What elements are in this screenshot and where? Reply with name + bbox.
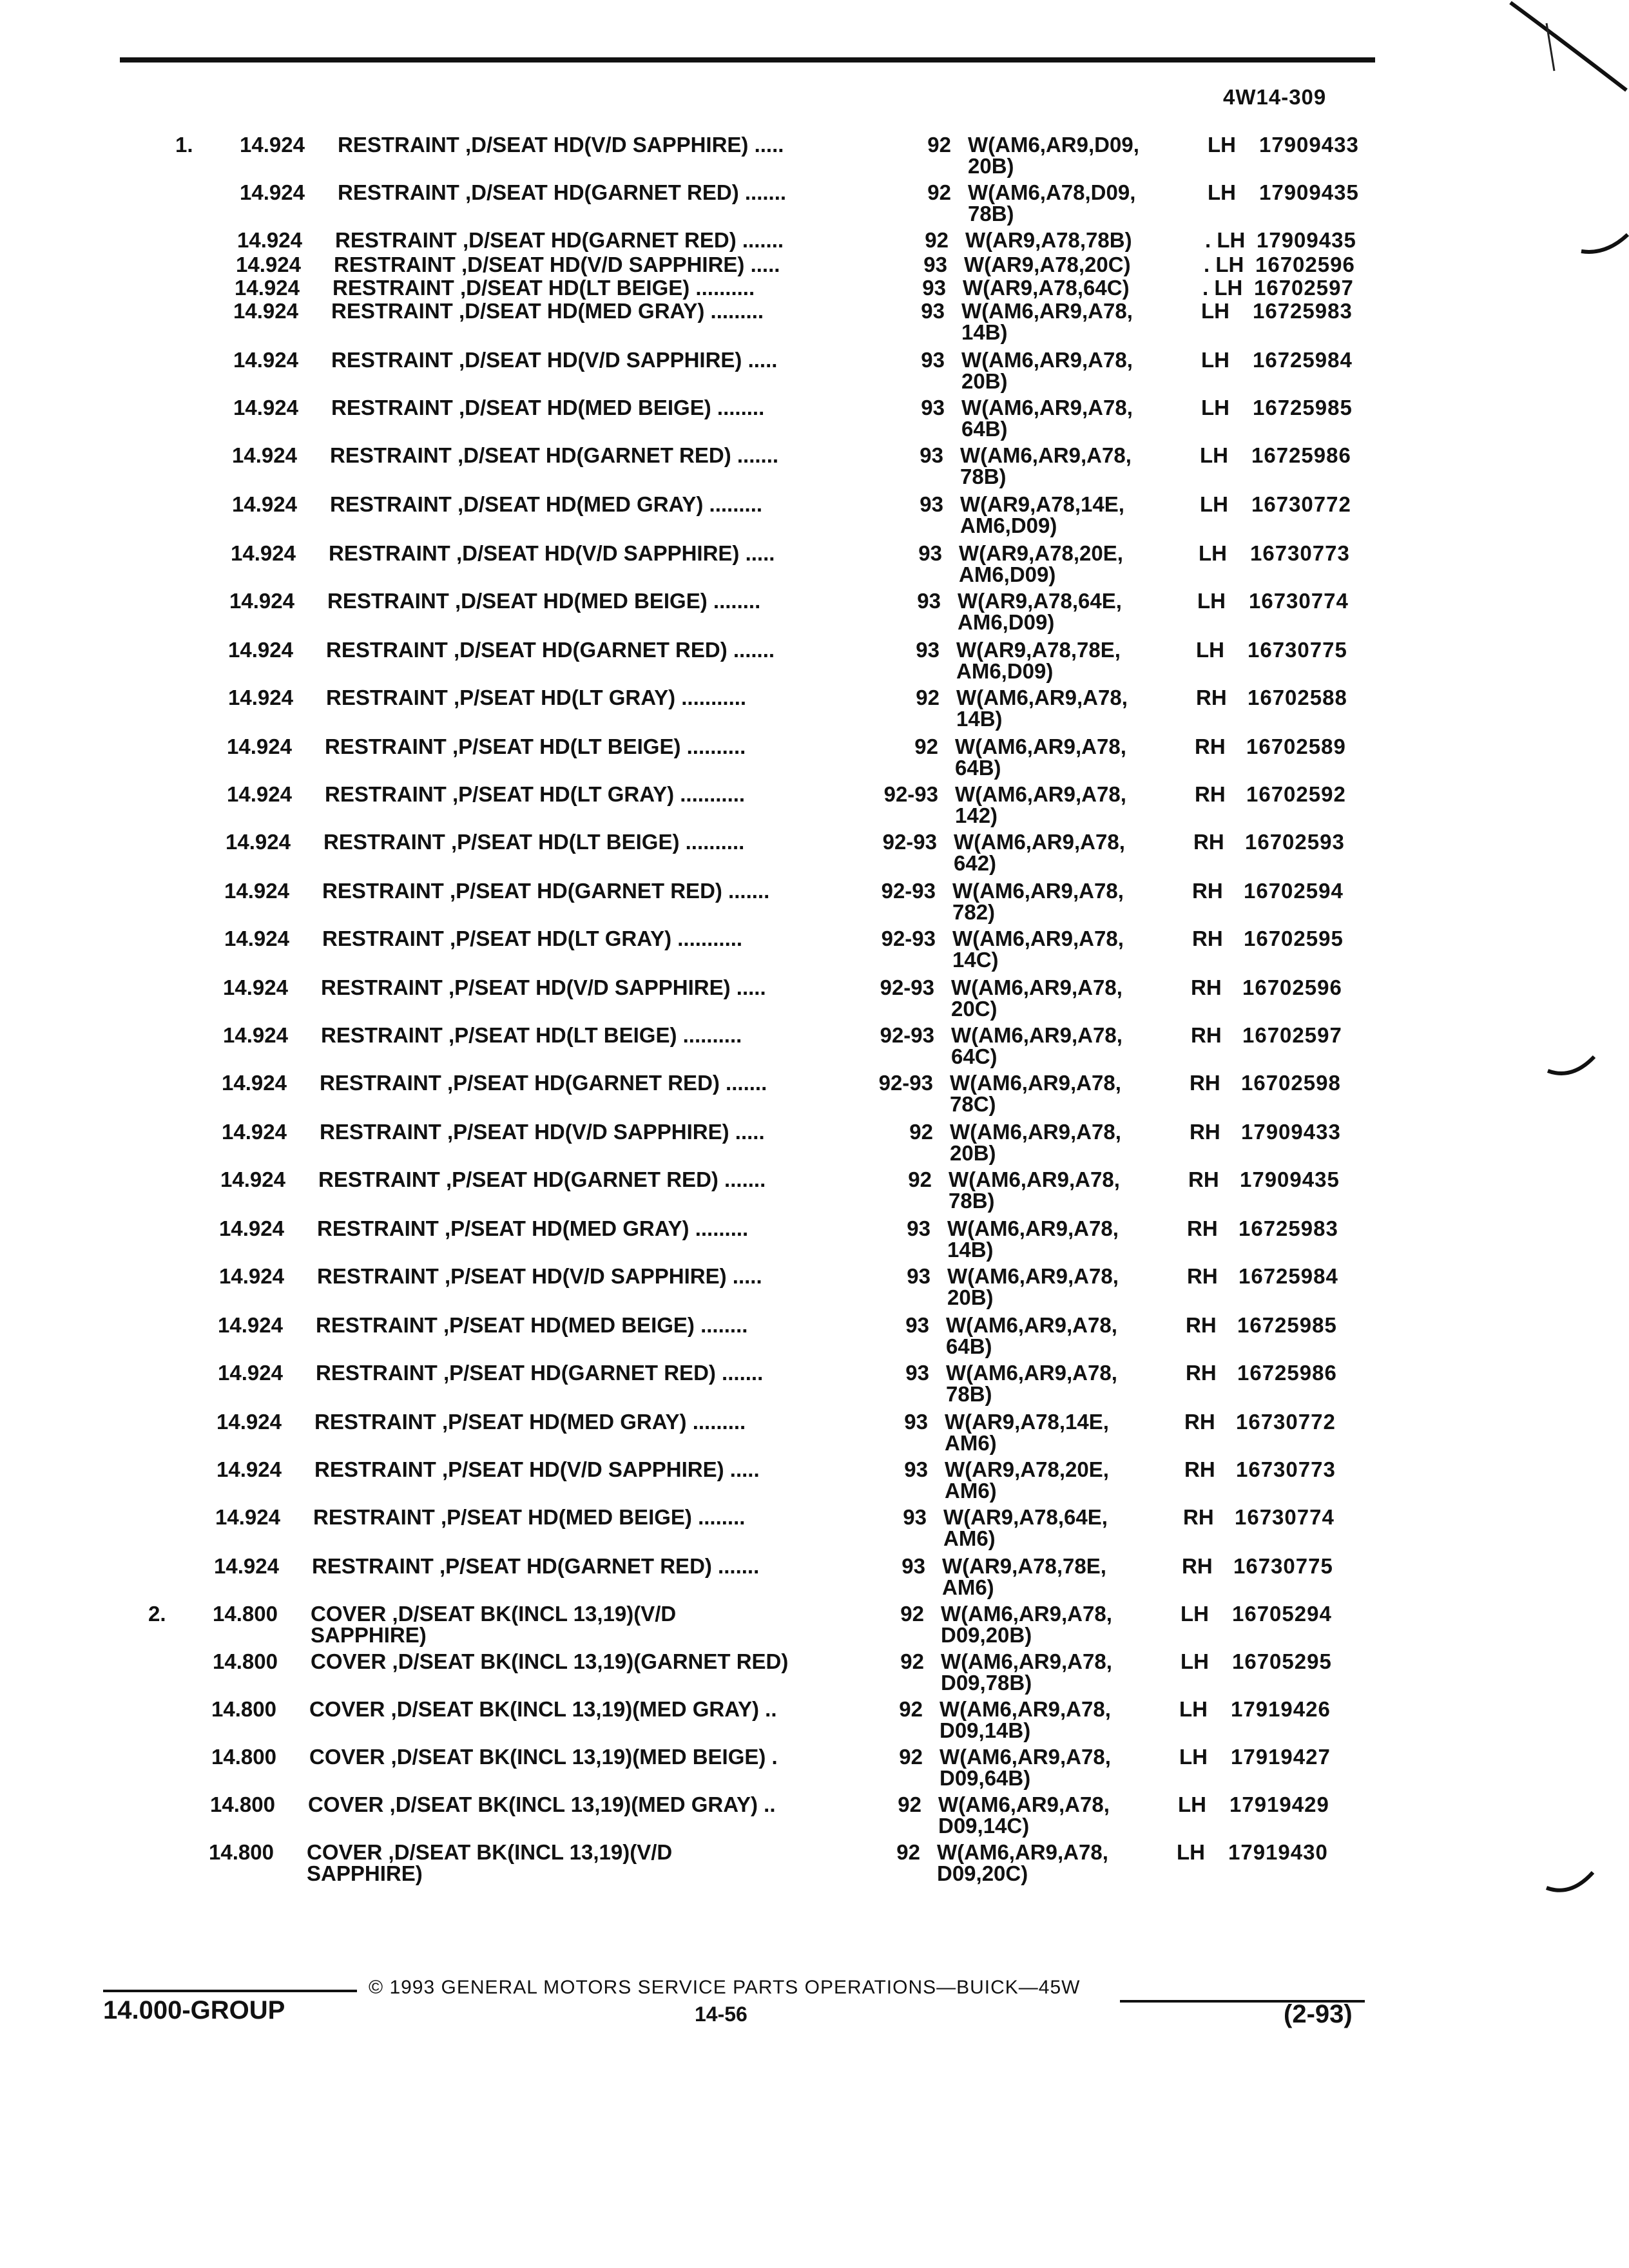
group-number: 14.800 [213,1602,278,1626]
part-description: RESTRAINT ,D/SEAT HD(MED GRAY) ......... [330,492,763,516]
model-year: 92-93 [880,1023,934,1047]
part-row [0,1362,1607,1410]
part-number: 17909433 [1259,133,1359,157]
part-description: RESTRAINT ,D/SEAT HD(MED BEIGE) ........ [327,589,761,613]
side-code: RH [1195,735,1226,758]
model-year: 93 [921,348,945,372]
part-number: 16730772 [1236,1410,1336,1434]
part-description: RESTRAINT ,P/SEAT HD(MED GRAY) ......... [317,1216,749,1240]
part-row [0,445,1621,492]
part-row [0,1841,1598,1889]
group-number: 14.924 [228,638,293,662]
model-year: 93 [921,396,945,419]
model-year: 92 [899,1697,923,1721]
model-codes: W(AR9,A78,20E, AM6,D09) [959,541,1123,586]
model-year: 92-93 [881,879,936,903]
part-row [0,687,1617,735]
part-description: RESTRAINT ,D/SEAT HD(GARNET RED) ....... [335,228,784,252]
scan-mark-right-1 [1580,229,1629,262]
part-row [0,543,1620,590]
group-number: 14.800 [210,1792,275,1816]
part-description: RESTRAINT ,P/SEAT HD(GARNET RED) ....... [322,879,770,903]
side-code: RH [1190,1120,1220,1144]
part-row [0,134,1629,182]
part-number: 16702596 [1242,975,1342,999]
part-description: COVER ,D/SEAT BK(INCL 13,19)(MED GRAY) .. [309,1697,777,1721]
side-code: RH [1187,1264,1218,1288]
model-codes: W(AM6,AR9,A78, 20B) [950,1120,1121,1165]
part-number: 16725984 [1253,348,1353,372]
part-description: RESTRAINT ,P/SEAT HD(V/D SAPPHIRE) ..... [321,975,766,999]
part-number: 16702597 [1254,276,1354,300]
model-year: 93 [921,299,945,323]
model-codes: W(AM6,AR9,A78, D09,14B) [940,1697,1111,1742]
side-code: RH [1196,686,1227,709]
model-year: 92 [898,1792,921,1816]
part-description: RESTRAINT ,D/SEAT HD(MED GRAY) ......... [331,299,764,323]
model-codes: W(AR9,A78,14E, AM6) [945,1410,1109,1455]
part-row [0,783,1616,831]
group-number: 14.924 [232,492,297,516]
part-number: 17909435 [1240,1168,1340,1191]
model-year: 93 [904,1457,928,1481]
model-year: 92-93 [881,927,936,950]
group-number: 14.924 [227,735,292,758]
part-number: 16702596 [1255,253,1355,276]
model-year: 92 [896,1840,920,1864]
model-year: 92 [914,735,938,758]
model-codes: W(AM6,AR9,A78, 642) [954,830,1125,875]
part-description: RESTRAINT ,P/SEAT HD(GARNET RED) ....... [312,1554,760,1578]
group-number: 14.800 [209,1840,274,1864]
model-year: 92-93 [880,975,934,999]
model-codes: W(AM6,AR9,A78, 142) [955,782,1126,827]
group-number: 14.924 [219,1264,284,1288]
part-row [0,1794,1599,1841]
model-codes: W(AM6,AR9,A78, 20C) [951,975,1123,1021]
side-code: . LH [1204,253,1244,276]
part-number: 16702594 [1244,879,1344,903]
model-year: 92 [900,1649,924,1673]
scan-mark-right-3 [1545,1869,1594,1901]
part-number: 16725983 [1253,299,1353,323]
side-code: RH [1192,927,1223,950]
group-number: 14.924 [232,443,297,467]
page-code: 4W14-309 [1223,85,1327,109]
part-number: 16702593 [1245,830,1345,854]
model-year: 93 [905,1313,929,1337]
part-number: 16705295 [1232,1649,1332,1673]
group-number: 14.924 [229,589,294,613]
side-code: LH [1208,133,1236,157]
side-code: LH [1178,1792,1206,1816]
group-number: 14.924 [219,1216,284,1240]
part-number: 17919427 [1231,1745,1331,1769]
model-codes: W(AR9,A78,78E, AM6) [942,1554,1106,1599]
part-description: RESTRAINT ,P/SEAT HD(GARNET RED) ....... [320,1071,767,1095]
model-codes: W(AM6,AR9,A78, D09,20C) [937,1840,1108,1885]
part-description: RESTRAINT ,D/SEAT HD(LT BEIGE) .......... [333,276,755,300]
side-code: RH [1182,1554,1213,1578]
model-year: 92-93 [882,830,937,854]
part-row [0,1411,1606,1459]
part-number: 16725986 [1251,443,1351,467]
model-codes: W(AM6,AR9,D09, 20B) [968,133,1139,178]
model-year: 93 [918,541,942,565]
model-codes: W(AR9,A78,78E, AM6,D09) [956,638,1121,683]
part-row [0,349,1623,397]
model-codes: W(AM6,AR9,A78, 64B) [955,735,1126,780]
group-number: 14.924 [236,253,301,276]
group-number: 14.924 [231,541,296,565]
group-number: 14.800 [213,1649,278,1673]
model-codes: W(AM6,AR9,A78, 64C) [951,1023,1123,1068]
model-year: 93 [923,253,947,276]
part-row [0,1265,1608,1313]
part-number: 16730772 [1251,492,1351,516]
part-description: RESTRAINT ,D/SEAT HD(V/D SAPPHIRE) ..... [331,348,778,372]
group-number: 14.924 [223,975,288,999]
part-description: COVER ,D/SEAT BK(INCL 13,19)(V/D SAPPHIRE) [311,1602,677,1647]
group-number: 14.924 [217,1457,282,1481]
part-number: 16725986 [1237,1361,1337,1385]
part-number: 17919430 [1228,1840,1328,1864]
footer-page-number: 14-56 [695,2003,747,2026]
side-code: RH [1186,1313,1217,1337]
group-number: 14.800 [211,1697,276,1721]
part-row [0,182,1629,229]
part-row [0,1459,1606,1506]
part-number: 16705294 [1232,1602,1332,1626]
side-code: RH [1188,1168,1219,1191]
group-number: 14.924 [233,348,298,372]
part-row [0,639,1617,687]
model-codes: W(AR9,A78,20E, AM6) [945,1457,1109,1503]
model-codes: W(AR9,A78,64E, AM6) [943,1505,1108,1550]
part-description: RESTRAINT ,P/SEAT HD(LT GRAY) ........... [322,927,743,950]
part-row [0,300,1623,348]
model-codes: W(AM6,AR9,A78, 64B) [946,1313,1117,1358]
part-row [0,1506,1605,1554]
part-row [0,880,1614,928]
model-year: 92 [900,1602,924,1626]
part-row [0,1169,1610,1216]
model-year: 92 [927,180,951,204]
side-code: RH [1192,879,1223,903]
group-number: 14.924 [235,276,300,300]
model-codes: W(AM6,AR9,A78, 78B) [949,1168,1120,1213]
model-year: 93 [920,443,943,467]
part-number: 17919426 [1231,1697,1331,1721]
part-row [0,736,1616,783]
model-codes: W(AM6,AR9,A78, 64B) [961,396,1133,441]
model-codes: W(AM6,AR9,A78, 782) [952,879,1124,924]
model-codes: W(AM6,AR9,A78, D09,14C) [938,1792,1110,1838]
model-codes: W(AR9,A78,64E, AM6,D09) [958,589,1122,634]
model-codes: W(AM6,AR9,A78, 14C) [952,927,1124,972]
part-row [0,1698,1601,1746]
part-description: RESTRAINT ,D/SEAT HD(MED BEIGE) ........ [331,396,765,419]
side-code: RH [1186,1361,1217,1385]
part-row [0,590,1619,638]
part-number: 16730775 [1233,1554,1333,1578]
group-number: 14.924 [224,927,289,950]
group-number: 14.924 [233,299,298,323]
side-code: . LH [1202,276,1243,300]
model-codes: W(AR9,A78,14E, AM6,D09) [960,492,1124,537]
side-code: LH [1181,1649,1209,1673]
side-code: LH [1201,348,1229,372]
model-codes: W(AM6,AR9,A78, 78C) [950,1071,1121,1116]
model-codes: W(AM6,AR9,A78, D09,64B) [940,1745,1111,1790]
group-number: 14.924 [220,1168,285,1191]
part-description: COVER ,D/SEAT BK(INCL 13,19)(GARNET RED) [311,1649,789,1673]
model-codes: W(AM6,AR9,A78, 78B) [946,1361,1117,1406]
model-codes: W(AM6,A78,D09, 78B) [968,180,1136,226]
part-number: 17909435 [1257,228,1356,252]
part-number: 16702595 [1244,927,1344,950]
part-description: RESTRAINT ,P/SEAT HD(MED BEIGE) ........ [313,1505,746,1529]
part-description: RESTRAINT ,P/SEAT HD(LT BEIGE) .......... [325,735,746,758]
side-code: LH [1200,443,1228,467]
part-row [0,977,1612,1024]
footer-group-label: 14.000-GROUP [103,1996,285,2024]
part-description: RESTRAINT ,P/SEAT HD(MED GRAY) ......... [314,1410,746,1434]
model-year: 93 [916,638,940,662]
item-number: 1. [175,133,193,157]
part-description: RESTRAINT ,D/SEAT HD(V/D SAPPHIRE) ..... [329,541,775,565]
part-row [0,1651,1602,1698]
side-code: RH [1191,1023,1222,1047]
part-description: RESTRAINT ,P/SEAT HD(LT GRAY) ........... [326,686,747,709]
part-description: RESTRAINT ,P/SEAT HD(GARNET RED) ....... [318,1168,766,1191]
model-codes: W(AM6,AR9,A78, 14B) [956,686,1128,731]
scan-mark-right-2 [1547,1052,1595,1084]
side-code: RH [1191,975,1222,999]
part-row [0,1121,1611,1169]
part-description: RESTRAINT ,P/SEAT HD(V/D SAPPHIRE) ..... [317,1264,762,1288]
group-number: 14.924 [237,228,302,252]
part-number: 16725984 [1239,1264,1338,1288]
side-code: LH [1197,589,1226,613]
part-number: 16702589 [1246,735,1346,758]
group-number: 14.924 [228,686,293,709]
model-year: 92 [909,1120,933,1144]
side-code: LH [1200,492,1228,516]
part-number: 16725985 [1237,1313,1337,1337]
part-row [0,1555,1603,1603]
model-year: 92 [908,1168,932,1191]
group-number: 14.924 [240,133,305,157]
scan-mark-top-right [1508,0,1629,103]
side-code: RH [1184,1410,1215,1434]
part-number: 16725983 [1239,1216,1338,1240]
item-number: 2. [148,1602,166,1626]
model-codes: W(AR9,A78,20C) [964,253,1131,276]
side-code: LH [1201,396,1229,419]
part-description: COVER ,D/SEAT BK(INCL 13,19)(V/D SAPPHIRE) [307,1840,673,1885]
part-row [0,1218,1608,1265]
side-code: LH [1208,180,1236,204]
part-description: RESTRAINT ,D/SEAT HD(GARNET RED) ....... [338,180,787,204]
model-year: 92 [927,133,951,157]
part-number: 17909435 [1259,180,1359,204]
part-description: RESTRAINT ,D/SEAT HD(V/D SAPPHIRE) ..... [338,133,784,157]
side-code: RH [1193,830,1224,854]
side-code: RH [1187,1216,1218,1240]
part-row [0,397,1623,445]
part-row [0,928,1614,975]
model-year: 92 [916,686,940,709]
model-year: 93 [917,589,941,613]
part-description: COVER ,D/SEAT BK(INCL 13,19)(MED GRAY) .. [308,1792,776,1816]
part-row [0,1024,1612,1072]
side-code: LH [1199,541,1227,565]
side-code: LH [1177,1840,1205,1864]
part-row [0,1603,1602,1651]
part-description: RESTRAINT ,D/SEAT HD(V/D SAPPHIRE) ..... [334,253,780,276]
group-number: 14.924 [222,1120,287,1144]
side-code: LH [1179,1745,1208,1769]
part-description: RESTRAINT ,P/SEAT HD(LT BEIGE) .......... [323,830,745,854]
top-rule [120,57,1375,62]
footer-date-code: (2-93) [1284,2000,1353,2028]
side-code: LH [1181,1602,1209,1626]
model-codes: W(AM6,AR9,A78, 78B) [960,443,1132,488]
part-description: RESTRAINT ,D/SEAT HD(GARNET RED) ....... [326,638,775,662]
part-number: 16702597 [1242,1023,1342,1047]
model-codes: W(AM6,AR9,A78, 20B) [961,348,1133,393]
part-description: RESTRAINT ,P/SEAT HD(GARNET RED) ....... [316,1361,764,1385]
part-row [0,1746,1601,1794]
model-year: 93 [920,492,943,516]
group-number: 14.924 [224,879,289,903]
model-year: 92-93 [883,782,938,806]
group-number: 14.924 [215,1505,280,1529]
part-number: 16730774 [1249,589,1349,613]
group-number: 14.924 [214,1554,279,1578]
part-number: 17919429 [1229,1792,1329,1816]
model-year: 93 [903,1505,927,1529]
side-code: . LH [1205,228,1246,252]
model-year: 93 [905,1361,929,1385]
group-number: 14.924 [217,1410,282,1434]
group-number: 14.924 [223,1023,288,1047]
part-description: RESTRAINT ,P/SEAT HD(V/D SAPPHIRE) ..... [314,1457,760,1481]
part-description: RESTRAINT ,P/SEAT HD(MED BEIGE) ........ [316,1313,748,1337]
part-number: 16725985 [1253,396,1353,419]
part-number: 16702592 [1246,782,1346,806]
part-description: RESTRAINT ,P/SEAT HD(LT BEIGE) .......... [321,1023,742,1047]
group-number: 14.924 [240,180,305,204]
side-code: RH [1183,1505,1214,1529]
part-row [0,1072,1611,1120]
part-row [0,1314,1607,1362]
model-codes: W(AM6,AR9,A78, 20B) [947,1264,1119,1309]
model-codes: W(AM6,AR9,A78, D09,20B) [941,1602,1112,1647]
side-code: RH [1184,1457,1215,1481]
part-number: 16730773 [1250,541,1350,565]
model-year: 93 [907,1264,930,1288]
footer-rule-left [103,1990,357,1992]
group-number: 14.924 [226,830,291,854]
model-year: 92-93 [878,1071,933,1095]
group-number: 14.800 [211,1745,276,1769]
part-description: RESTRAINT ,D/SEAT HD(GARNET RED) ....... [330,443,779,467]
group-number: 14.924 [218,1313,283,1337]
part-description: RESTRAINT ,P/SEAT HD(V/D SAPPHIRE) ..... [320,1120,765,1144]
model-codes: W(AR9,A78,64C) [963,276,1130,300]
model-codes: W(AM6,AR9,A78, 14B) [947,1216,1119,1262]
model-year: 93 [904,1410,928,1434]
model-year: 92 [925,228,949,252]
group-number: 14.924 [227,782,292,806]
part-description: RESTRAINT ,P/SEAT HD(LT GRAY) ........... [325,782,746,806]
part-description: COVER ,D/SEAT BK(INCL 13,19)(MED BEIGE) . [309,1745,778,1769]
footer-copyright: © 1993 GENERAL MOTORS SERVICE PARTS OPERATIONS—BUICK—45W [369,1977,1081,1998]
model-year: 93 [901,1554,925,1578]
side-code: LH [1179,1697,1208,1721]
part-number: 16702598 [1241,1071,1341,1095]
part-number: 16730773 [1236,1457,1336,1481]
part-number: 16730775 [1248,638,1347,662]
group-number: 14.924 [233,396,298,419]
part-row [0,494,1621,541]
part-number: 17909433 [1241,1120,1341,1144]
group-number: 14.924 [218,1361,283,1385]
model-codes: W(AM6,AR9,A78, 14B) [961,299,1133,344]
side-code: LH [1196,638,1224,662]
model-year: 93 [907,1216,930,1240]
part-row [0,831,1615,879]
part-number: 16702588 [1248,686,1347,709]
group-number: 14.924 [222,1071,287,1095]
model-codes: W(AM6,AR9,A78, D09,78B) [941,1649,1112,1695]
model-year: 93 [922,276,946,300]
model-codes: W(AR9,A78,78B) [965,228,1132,252]
side-code: RH [1195,782,1226,806]
part-number: 16730774 [1235,1505,1335,1529]
side-code: RH [1190,1071,1220,1095]
side-code: LH [1201,299,1229,323]
model-year: 92 [899,1745,923,1769]
